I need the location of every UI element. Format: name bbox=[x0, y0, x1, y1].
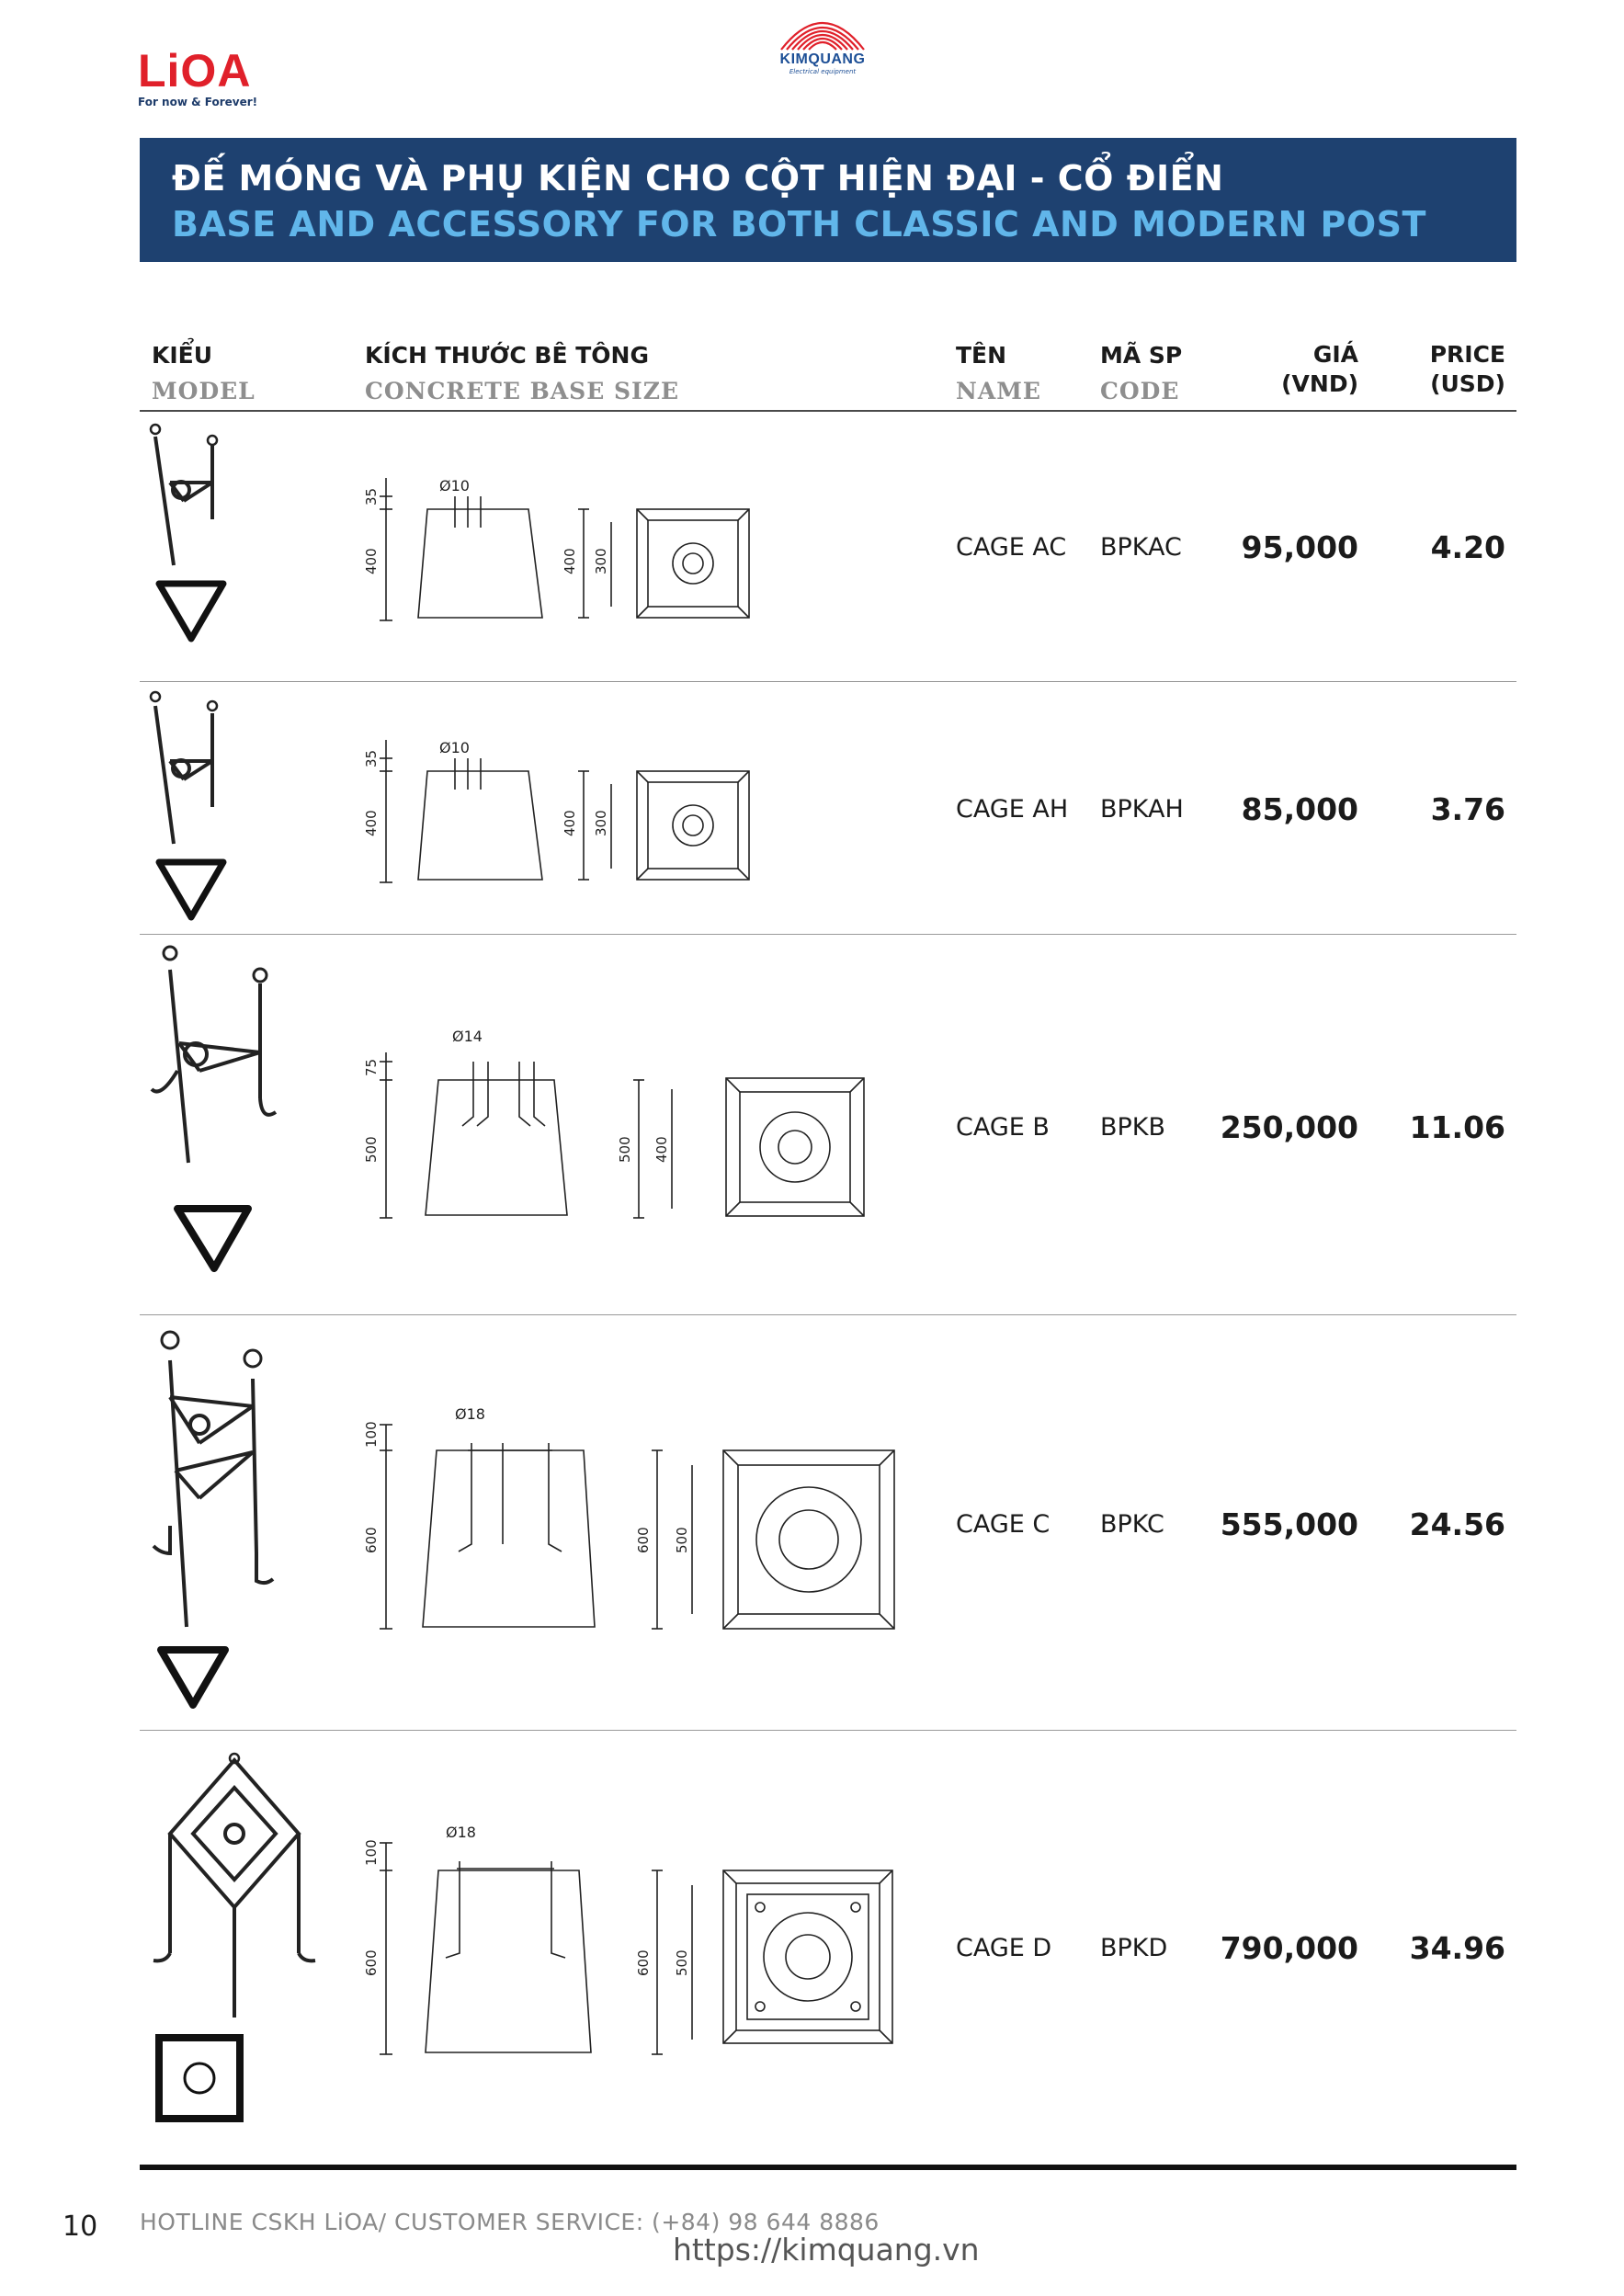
dim-rod: Ø10 bbox=[439, 739, 470, 756]
dim-plan-inner: 400 bbox=[653, 1136, 670, 1163]
col-price-vnd bbox=[1281, 340, 1358, 399]
title-banner bbox=[140, 138, 1516, 262]
dim-top: 100 bbox=[363, 1839, 380, 1866]
row-3-name: CAGE C bbox=[956, 1510, 1050, 1539]
dim-top: 35 bbox=[363, 487, 380, 506]
row-1-name: CAGE AH bbox=[956, 795, 1069, 824]
title-english: BASE AND ACCESSORY FOR BOTH CLASSIC AND MODERN POST bbox=[172, 204, 1426, 244]
lioa-brand-text: LiOA bbox=[138, 45, 252, 97]
row-divider bbox=[140, 681, 1516, 682]
dim-top: 100 bbox=[363, 1421, 380, 1448]
cage-b-dimension-drawing bbox=[354, 1025, 878, 1227]
dim-height: 400 bbox=[363, 548, 380, 574]
title-vietnamese: ĐẾ MÓNG VÀ PHỤ KIỆN CHO CỘT HIỆN ĐẠI - CỔ ĐIỂN bbox=[172, 158, 1224, 199]
col-price-usd-line2: (USD) bbox=[1430, 370, 1505, 397]
col-model-en: MODEL bbox=[152, 378, 256, 404]
dim-plan-outer: 600 bbox=[635, 1949, 652, 1976]
kimquang-tagline: Electrical equipment bbox=[789, 68, 857, 75]
row-3-code: BPKC bbox=[1100, 1510, 1164, 1539]
row-3-price-vnd: 555,000 bbox=[1220, 1506, 1358, 1542]
dim-top: 35 bbox=[363, 749, 380, 767]
col-model-vi: KIỂU bbox=[152, 342, 213, 369]
row-2-name: CAGE B bbox=[956, 1113, 1050, 1142]
kimquang-brand-text: KIMQUANG bbox=[779, 51, 866, 67]
row-divider bbox=[140, 1730, 1516, 1731]
col-price-vnd-line2: (VND) bbox=[1281, 370, 1358, 397]
cage-ah-model-icon bbox=[142, 688, 244, 926]
cage-c-dimension-drawing bbox=[354, 1406, 896, 1636]
dim-rod: Ø18 bbox=[446, 1824, 476, 1841]
col-code-vi: MÃ SP bbox=[1100, 342, 1183, 369]
col-size-vi: KÍCH THƯỚC BÊ TÔNG bbox=[365, 342, 649, 369]
kimquang-sunburst-icon bbox=[772, 6, 873, 51]
row-2-price-usd: 11.06 bbox=[1409, 1109, 1505, 1145]
dim-plan-inner: 300 bbox=[593, 548, 609, 574]
cage-d-dimension-drawing bbox=[354, 1824, 896, 2063]
dim-rod: Ø18 bbox=[455, 1406, 485, 1423]
page-number: 10 bbox=[62, 2211, 98, 2243]
col-price-usd bbox=[1430, 340, 1505, 399]
dim-height: 400 bbox=[363, 810, 380, 836]
cage-c-model-icon bbox=[142, 1324, 290, 1719]
row-4-name: CAGE D bbox=[956, 1934, 1052, 1962]
header-divider bbox=[140, 410, 1516, 412]
col-price-vnd-line1: GIÁ bbox=[1312, 341, 1358, 368]
col-price-usd-line1: PRICE bbox=[1429, 341, 1505, 368]
cage-b-model-icon bbox=[142, 942, 290, 1282]
col-name-vi: TÊN bbox=[956, 342, 1007, 369]
cage-ac-dimension-drawing bbox=[354, 469, 767, 625]
dim-plan-outer: 400 bbox=[562, 548, 578, 574]
dim-plan-outer: 400 bbox=[562, 810, 578, 836]
row-1-price-usd: 3.76 bbox=[1430, 791, 1505, 827]
cage-ah-dimension-drawing bbox=[354, 731, 767, 887]
row-1-price-vnd: 85,000 bbox=[1241, 791, 1358, 827]
dim-plan-outer: 500 bbox=[617, 1136, 633, 1163]
col-name-en: NAME bbox=[956, 378, 1041, 404]
lioa-tagline: For now & Forever! bbox=[138, 96, 258, 108]
row-divider bbox=[140, 1314, 1516, 1315]
dim-rod: Ø10 bbox=[439, 477, 470, 494]
dim-plan-inner: 500 bbox=[674, 1527, 690, 1553]
col-code-en: CODE bbox=[1100, 378, 1180, 404]
cage-d-model-icon bbox=[142, 1751, 326, 2137]
dim-plan-inner: 500 bbox=[674, 1949, 690, 1976]
row-2-price-vnd: 250,000 bbox=[1220, 1109, 1358, 1145]
cage-ac-model-icon bbox=[142, 418, 244, 648]
dim-plan-inner: 300 bbox=[593, 810, 609, 836]
kimquang-logo bbox=[763, 6, 882, 79]
dim-height: 600 bbox=[363, 1949, 380, 1976]
website-link[interactable]: https://kimquang.vn bbox=[673, 2232, 980, 2268]
row-divider bbox=[140, 934, 1516, 935]
dim-plan-outer: 600 bbox=[635, 1527, 652, 1553]
dim-top: 75 bbox=[363, 1058, 380, 1076]
col-size-en: CONCRETE BASE SIZE bbox=[365, 378, 680, 404]
dim-rod: Ø14 bbox=[452, 1028, 483, 1045]
dim-height: 500 bbox=[363, 1136, 380, 1163]
row-0-name: CAGE AC bbox=[956, 533, 1067, 562]
dim-height: 600 bbox=[363, 1527, 380, 1553]
hotline-text: HOTLINE CSKH LiOA/ CUSTOMER SERVICE: (+84) 98 644 8886 bbox=[140, 2209, 880, 2235]
row-4-code: BPKD bbox=[1100, 1934, 1168, 1962]
lioa-logo bbox=[138, 45, 285, 112]
footer-divider bbox=[140, 2165, 1516, 2170]
row-0-code: BPKAC bbox=[1100, 533, 1182, 562]
row-0-price-usd: 4.20 bbox=[1430, 529, 1505, 565]
row-3-price-usd: 24.56 bbox=[1409, 1506, 1505, 1542]
row-4-price-vnd: 790,000 bbox=[1220, 1930, 1358, 1966]
row-2-code: BPKB bbox=[1100, 1113, 1166, 1142]
row-1-code: BPKAH bbox=[1100, 795, 1184, 824]
row-4-price-usd: 34.96 bbox=[1409, 1930, 1505, 1966]
row-0-price-vnd: 95,000 bbox=[1241, 529, 1358, 565]
